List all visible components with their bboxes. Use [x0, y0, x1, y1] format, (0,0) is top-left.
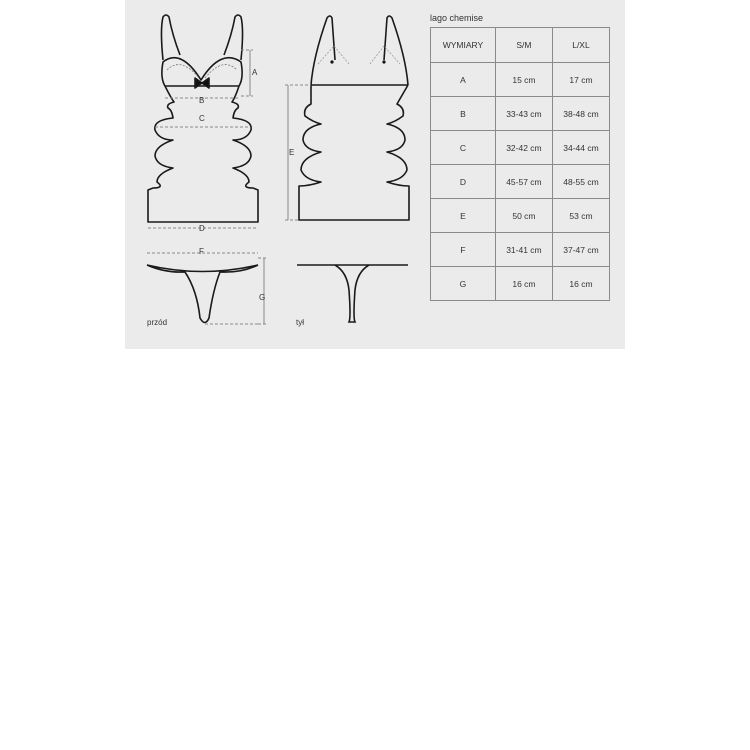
measure-letter-e: E: [289, 148, 295, 157]
row-label: G: [431, 267, 496, 301]
table-row: [431, 131, 610, 165]
column-header-lxl: L/XL: [552, 28, 609, 63]
table-row: [431, 97, 610, 131]
back-view-label: tył: [296, 318, 304, 327]
size-value: 33-43 cm: [495, 97, 552, 131]
row-label: F: [431, 233, 496, 267]
measure-letter-a: A: [252, 68, 258, 77]
size-value: 38-48 cm: [552, 97, 609, 131]
front-view-label: przód: [147, 318, 168, 327]
row-label: E: [431, 199, 496, 233]
table-row: [431, 63, 610, 97]
dimension-lines: [147, 50, 311, 324]
row-label: C: [431, 131, 496, 165]
measure-letter-d: D: [199, 224, 205, 233]
size-value: 50 cm: [495, 199, 552, 233]
size-table: [430, 27, 610, 301]
size-value: 16 cm: [495, 267, 552, 301]
table-row: [431, 267, 610, 301]
measure-letter-b: B: [199, 96, 205, 105]
size-value: 16 cm: [552, 267, 609, 301]
row-label: A: [431, 63, 496, 97]
column-header-measurements: WYMIARY: [431, 28, 496, 63]
size-value: 32-42 cm: [495, 131, 552, 165]
front-right-strap: [224, 15, 243, 60]
back-body-outline: [299, 85, 409, 220]
size-value: 34-44 cm: [552, 131, 609, 165]
back-left-strap: [311, 16, 335, 85]
measure-letter-f: F: [199, 247, 204, 256]
column-header-sm: S/M: [495, 28, 552, 63]
front-body-outline: [148, 86, 258, 222]
table-row: [431, 199, 610, 233]
back-chemise-drawing: [299, 16, 409, 220]
size-value: 53 cm: [552, 199, 609, 233]
table-row: [431, 233, 610, 267]
size-value: 45-57 cm: [495, 165, 552, 199]
size-value: 48-55 cm: [552, 165, 609, 199]
size-value: 37-47 cm: [552, 233, 609, 267]
measure-letter-g: G: [259, 293, 266, 302]
front-cups: [162, 58, 242, 86]
left-strap-clasp: [330, 60, 333, 63]
size-chart-panel: [125, 0, 625, 349]
measure-letter-c: C: [199, 114, 205, 123]
back-thong-drawing: [297, 265, 408, 322]
table-row: [431, 165, 610, 199]
row-label: B: [431, 97, 496, 131]
size-table-header-row: [431, 28, 610, 63]
row-label: D: [431, 165, 496, 199]
size-value: 17 cm: [552, 63, 609, 97]
size-value: 15 cm: [495, 63, 552, 97]
front-left-strap: [162, 15, 181, 60]
front-thong-drawing: [147, 265, 258, 323]
size-value: 31-41 cm: [495, 233, 552, 267]
chart-title: lago chemise: [430, 13, 484, 23]
right-strap-clasp: [382, 60, 385, 63]
